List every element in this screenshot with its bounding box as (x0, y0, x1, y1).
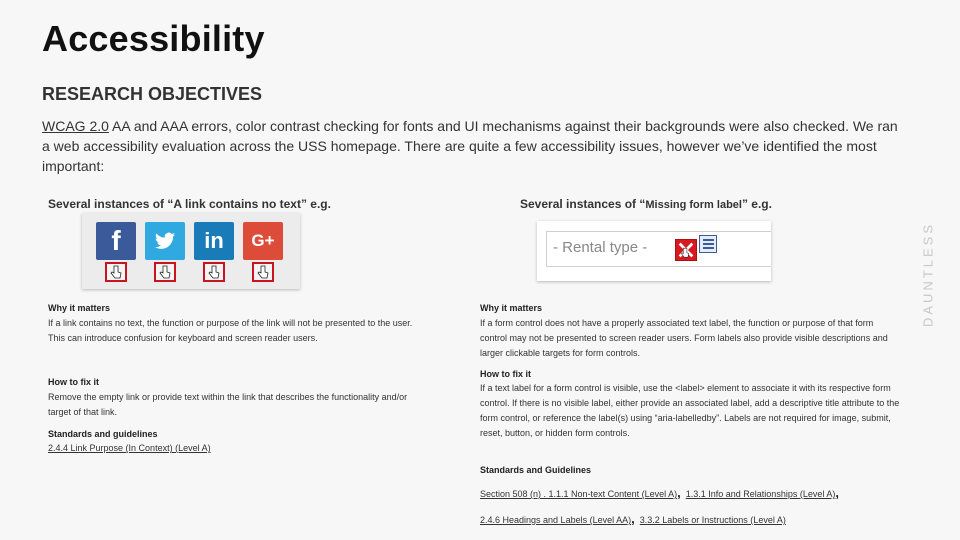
right-fix-text: If a text label for a form control is visible, use the <label> element to associate it with its respective form control. If there is no visible label, either provide an associated label, add a descriptive title attribute to the form control, or reference the label(s) using “aria-labelledby”. Labels are not required for image, submit, reset, button, or hidden form controls. (480, 383, 900, 438)
right-why-text: If a form control does not have a properly associated text label, the function or purpose of that form control may not be presented to screen reader users. Form labels also provide visible descriptions and larger clickable targets for form controls. (480, 318, 888, 358)
left-why-title: Why it matters (48, 303, 111, 313)
standard-link[interactable]: 2.4.6 Headings and Labels (Level AA) (480, 515, 632, 525)
right-fix-title: How to fix it (480, 369, 531, 379)
standard-link[interactable]: 3.3.2 Labels or Instructions (Level A) (639, 515, 786, 525)
standard-link[interactable]: Section 508 (n) . 1.1.1 Non-text Content (Level A) (480, 489, 678, 499)
error-marker-icon (105, 262, 127, 282)
left-column-heading: Several instances of “A link contains no text” e.g. (48, 197, 331, 211)
wcag-link[interactable]: WCAG 2.0 (42, 118, 109, 134)
left-fix-text: Remove the empty link or provide text within the link that describes the functionality and/or target of that link. (48, 392, 408, 417)
left-fix-title: How to fix it (48, 377, 99, 387)
right-column-heading: Several instances of “Missing form label” e.g. (520, 197, 772, 211)
standard-link[interactable]: 2.4.4 Link Purpose (In Context) (Level A) (48, 443, 211, 453)
linkedin-icon[interactable]: in (194, 222, 234, 260)
right-standards-title: Standards and Guidelines (480, 465, 592, 475)
left-why-text: If a link contains no text, the function or purpose of the link will not be presented to the user. This can introduce confusion for keyboard and screen reader users. (48, 318, 413, 343)
error-marker-icon (252, 262, 274, 282)
brand-watermark (900, 215, 956, 335)
error-marker-icon (154, 262, 176, 282)
standard-link[interactable]: 1.3.1 Info and Relationships (Level A) (685, 489, 836, 499)
twitter-icon[interactable] (145, 222, 185, 260)
error-marker-icon (675, 239, 697, 261)
facebook-icon[interactable]: f (96, 222, 136, 260)
list-icon (699, 235, 717, 253)
intro-paragraph (42, 116, 902, 176)
left-standards-title: Standards and guidelines (48, 429, 158, 439)
rental-type-placeholder: - Rental type - (553, 239, 648, 256)
google-plus-icon[interactable]: G+ (243, 222, 283, 260)
page-title: Accessibility (42, 18, 265, 59)
social-icons-example (82, 213, 300, 289)
brand-text: DAUNTLESS (920, 221, 936, 328)
section-heading: RESEARCH OBJECTIVES (42, 84, 263, 104)
form-label-example (537, 221, 771, 281)
intro-text: AA and AAA errors, color contrast checking for fonts and UI mechanisms against their backgrounds were also checked. We ran a web accessibility evaluation across the USS homepage. There are quite a few accessibility issues, however we’ve identified the most important: (42, 118, 898, 174)
right-why-title: Why it matters (480, 303, 543, 313)
error-marker-icon (203, 262, 225, 282)
